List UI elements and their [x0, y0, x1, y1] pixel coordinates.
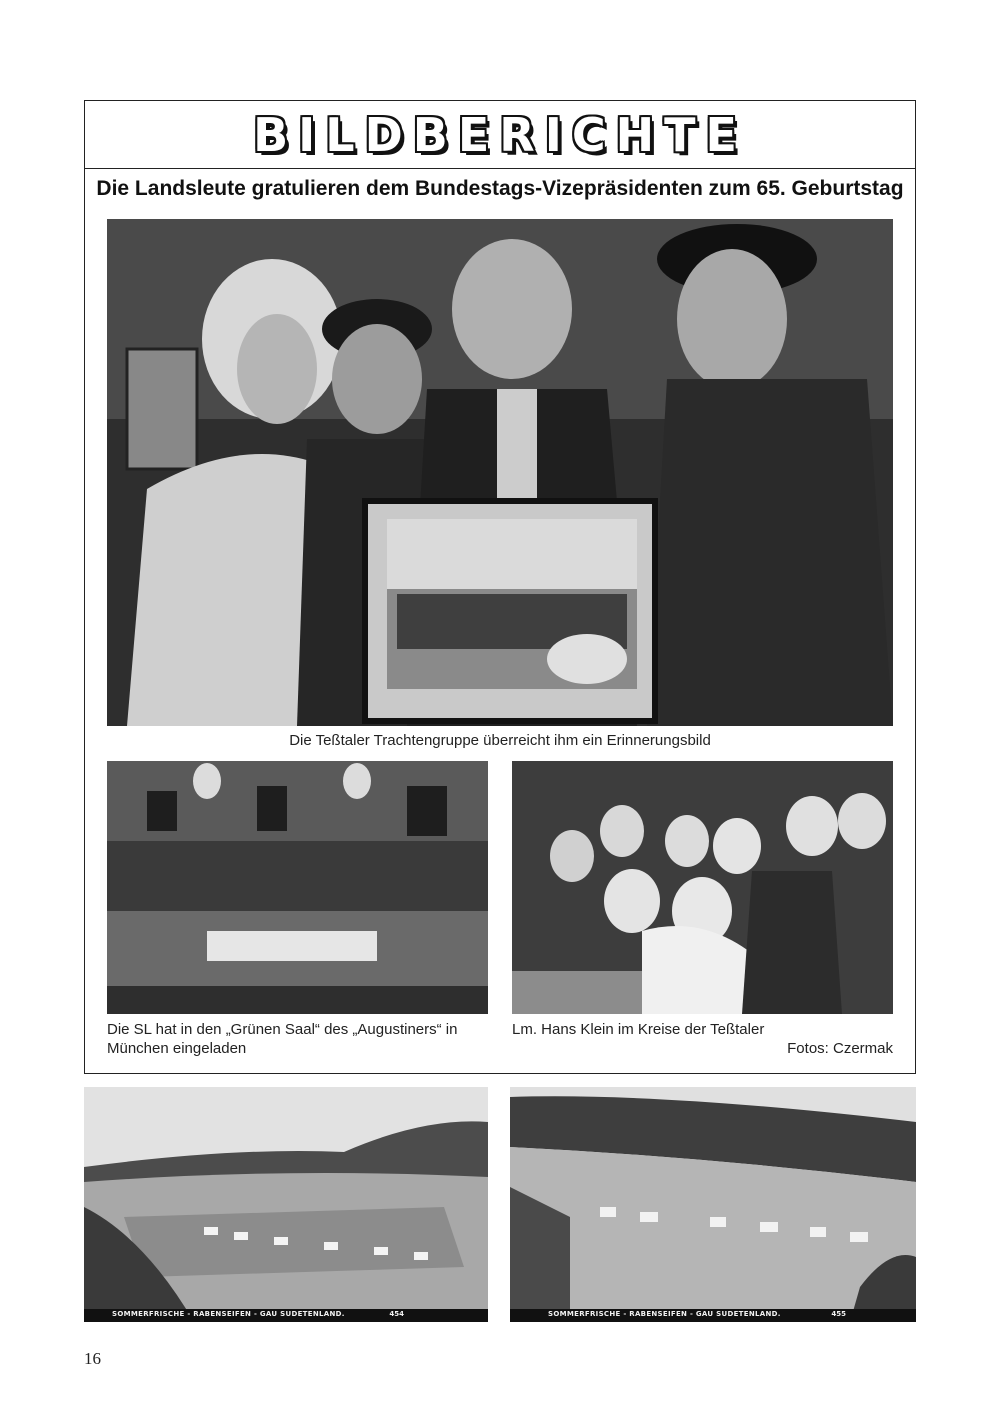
- postcard-photo-left: [84, 1087, 488, 1322]
- section-banner: BILDBERICHTE: [253, 107, 747, 162]
- postcard-label-left: SOMMERFRISCHE - RABENSEIFEN - GAU SUDETENLAND.: [112, 1310, 345, 1318]
- photo-credit: Fotos: Czermak: [787, 1040, 893, 1057]
- hall-photo: [107, 761, 488, 1014]
- banner-band: [85, 101, 915, 169]
- headline: Die Landsleute gratulieren dem Bundestags-Vizepräsidenten zum 65. Geburtstag: [96, 177, 904, 200]
- postcard-photo-right: [510, 1087, 916, 1322]
- postcard-number-right: 455: [831, 1310, 846, 1318]
- main-photo: [107, 219, 893, 726]
- group-photo: [512, 761, 893, 1014]
- group-photo-caption: Lm. Hans Klein im Kreise der Teßtaler: [512, 1021, 765, 1038]
- main-photo-caption: Die Teßtaler Trachtengruppe überreicht ihm ein Erinnerungsbild: [289, 732, 711, 749]
- postcard-number-left: 454: [389, 1310, 404, 1318]
- page-number: 16: [84, 1349, 101, 1368]
- hall-photo-caption: Die SL hat in den „Grünen Saal“ des „Augustiners“ in München eingeladen: [107, 1021, 458, 1057]
- postcard-label-right: SOMMERFRISCHE - RABENSEIFEN - GAU SUDETENLAND.: [548, 1310, 781, 1318]
